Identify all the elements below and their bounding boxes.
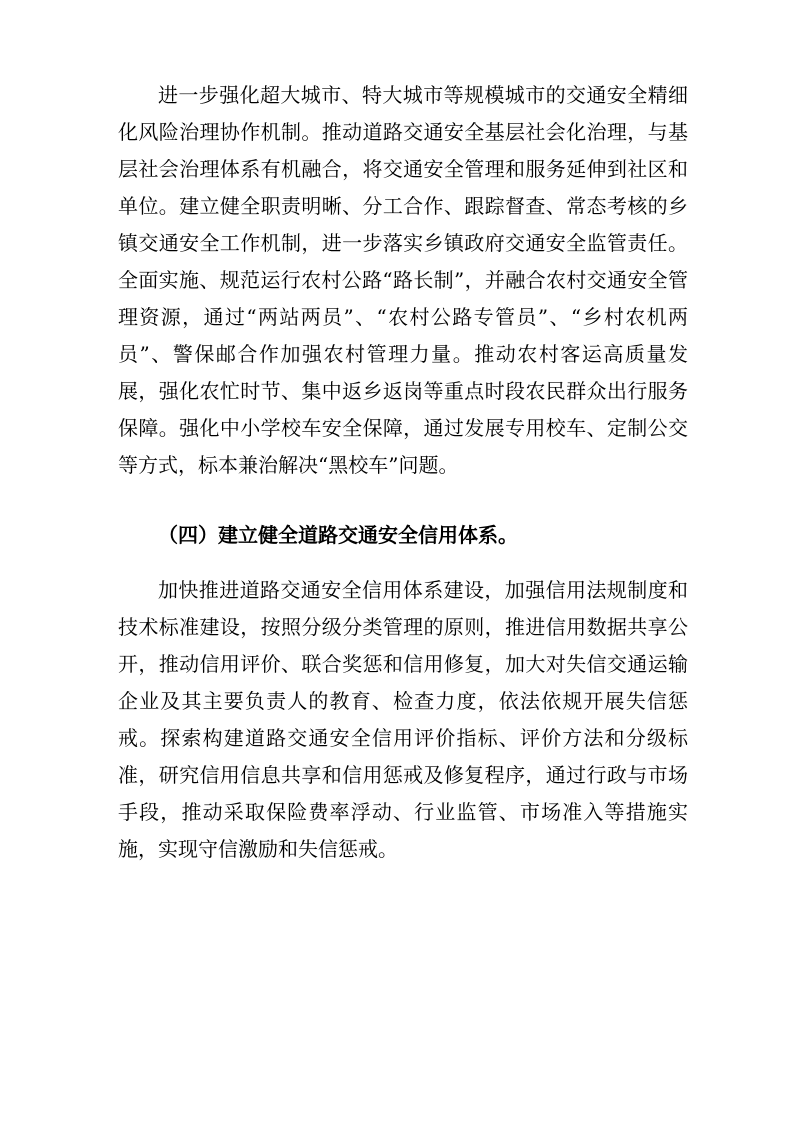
body-paragraph-2: 加快推进道路交通安全信用体系建设，加强信用法规制度和技术标准建设，按照分级分类管理的原则，推进信用数据共享公开，推动信用评价、联合奖惩和信用修复，加大对失信交通运输企业及其主要负责人的教育、检查力度，依法依规开展失信惩戒。探索构建道路交通安全信用评价指标、评价方法和分级标准，研究信用信息共享和信用惩戒及修复程序，通过行政与市场手段，推动采取保险费率浮动、行业监管、市场准入等措施实施，实现守信激励和失信惩戒。 — [118, 578, 688, 861]
section-heading: （四）建立健全道路交通安全信用体系。 — [158, 523, 518, 547]
body-paragraph-1: 进一步强化超大城市、特大城市等规模城市的交通安全精细化风险治理协作机制。推动道路交通安全基层社会化治理，与基层社会治理体系有机融合，将交通安全管理和服务延伸到社区和单位。建立健全职责明晰、分工合作、跟踪督查、常态考核的乡镇交通安全工作机制，进一步落实乡镇政府交通安全监管责任。全面实施、规范运行农村公路“路长制”，并融合农村交通安全管理资源，通过“两站两员”、“农村公路专管员”、“乡村农机两员”、警保邮合作加强农村管理力量。推动农村客运高质量发展，强化农忙时节、集中返乡返岗等重点时段农民群众出行服务保障。强化中小学校车安全保障，通过发展专用校车、定制公交等方式，标本兼治解决“黑校车”问题。 — [118, 83, 688, 477]
